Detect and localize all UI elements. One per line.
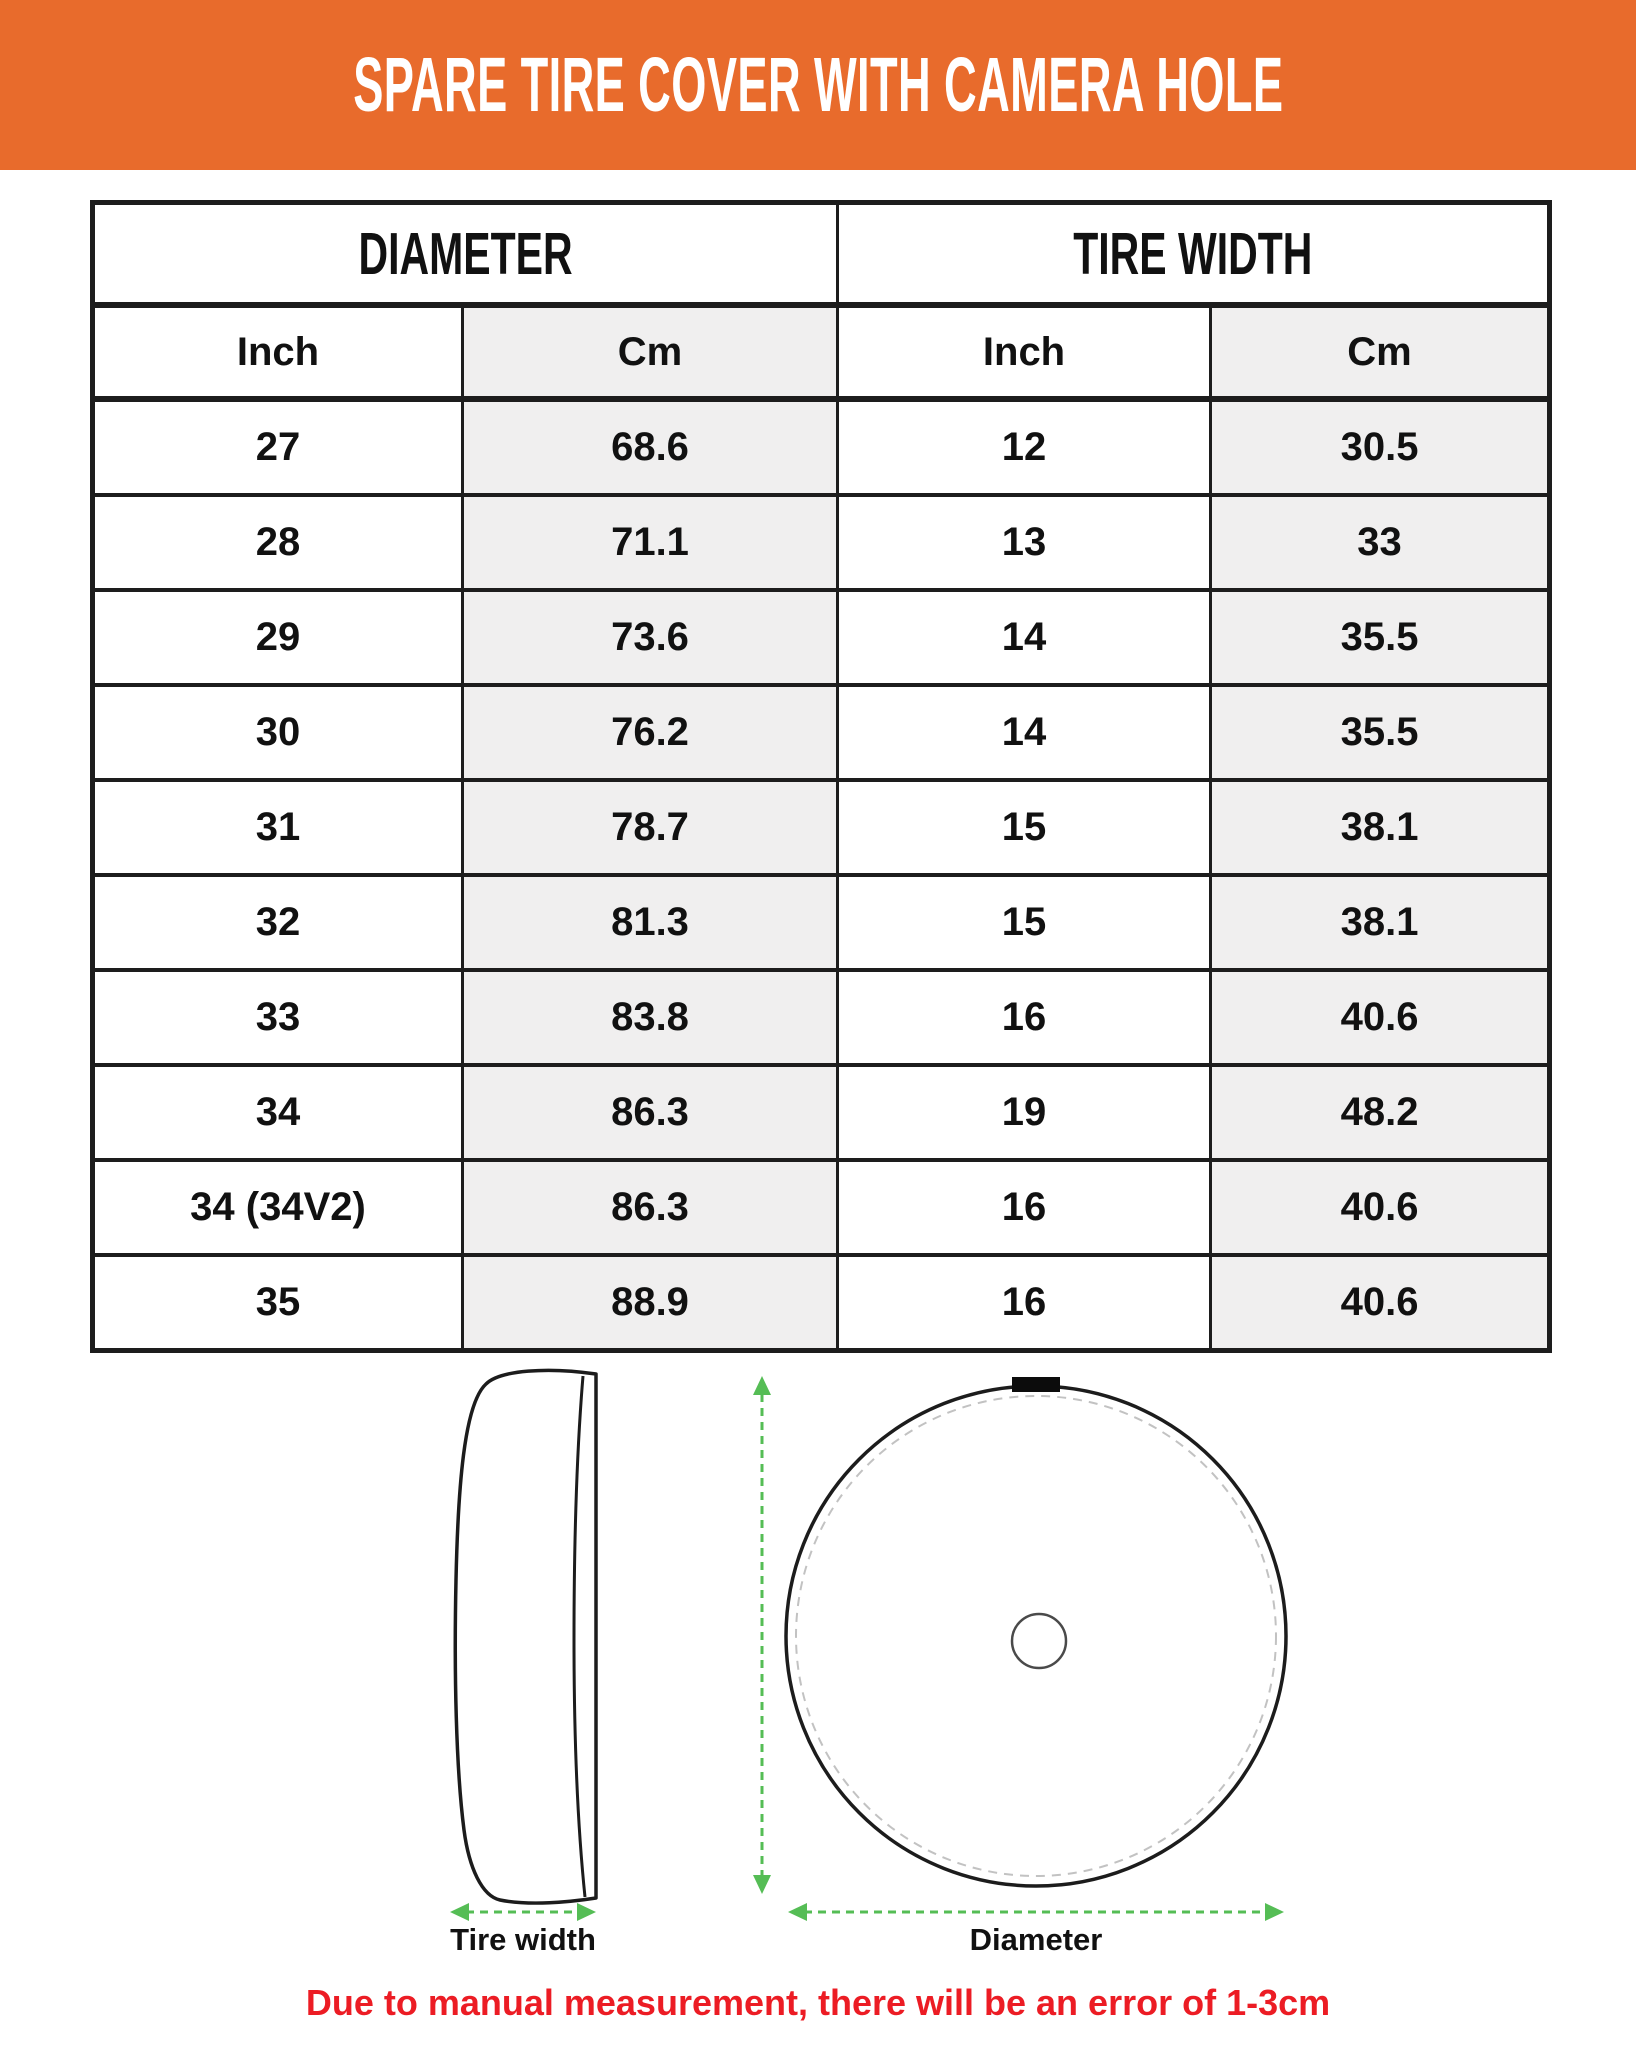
cell-diameter-inch: 27 <box>93 399 463 495</box>
col-header-diameter-cm: Cm <box>463 305 838 399</box>
table-row <box>93 590 1550 685</box>
group-header-tire-width-label: TIRE WIDTH <box>1073 220 1313 287</box>
cell-width-cm: 38.1 <box>1211 780 1550 875</box>
cell-diameter-inch: 28 <box>93 495 463 590</box>
cell-diameter-cm: 68.6 <box>463 399 838 495</box>
cell-diameter-inch: 34 <box>93 1065 463 1160</box>
table-row <box>93 875 1550 970</box>
table-row <box>93 495 1550 590</box>
table-row <box>93 780 1550 875</box>
cell-width-cm: 48.2 <box>1211 1065 1550 1160</box>
size-chart-table <box>90 200 1552 1353</box>
cell-diameter-cm: 88.9 <box>463 1255 838 1351</box>
cell-diameter-inch: 35 <box>93 1255 463 1351</box>
table-row <box>93 970 1550 1065</box>
header-banner <box>0 0 1636 170</box>
cell-width-cm: 38.1 <box>1211 875 1550 970</box>
arrow-head-left-icon <box>450 1903 469 1921</box>
group-header-tire-width <box>838 203 1550 306</box>
col-header-width-inch: Inch <box>838 305 1211 399</box>
cell-diameter-inch: 32 <box>93 875 463 970</box>
strap-tab <box>1012 1377 1060 1392</box>
cell-width-cm: 35.5 <box>1211 590 1550 685</box>
diameter-label: Diameter <box>969 1922 1103 1957</box>
cell-width-inch: 14 <box>838 590 1211 685</box>
cell-diameter-cm: 81.3 <box>463 875 838 970</box>
table-row <box>93 399 1550 495</box>
cell-diameter-cm: 86.3 <box>463 1065 838 1160</box>
cell-width-cm: 40.6 <box>1211 1255 1550 1351</box>
cell-diameter-cm: 86.3 <box>463 1160 838 1255</box>
cell-width-cm: 40.6 <box>1211 970 1550 1065</box>
arrow-head-right-icon <box>1265 1903 1284 1921</box>
arrow-head-down-icon <box>753 1875 771 1894</box>
arrow-head-left-icon <box>788 1903 807 1921</box>
page-title: SPARE TIRE COVER WITH CAMERA HOLE <box>352 42 1284 128</box>
cell-width-cm: 40.6 <box>1211 1160 1550 1255</box>
group-header-row <box>93 203 1550 306</box>
cell-width-inch: 16 <box>838 970 1211 1065</box>
cell-diameter-inch: 30 <box>93 685 463 780</box>
table-row <box>93 1160 1550 1255</box>
measurement-error-note: Due to manual measurement, there will be an error of 1-3cm <box>305 1982 1331 2023</box>
cell-diameter-cm: 71.1 <box>463 495 838 590</box>
col-header-diameter-inch: Inch <box>93 305 463 399</box>
cell-width-inch: 19 <box>838 1065 1211 1160</box>
table-row <box>93 1065 1550 1160</box>
cell-diameter-inch: 31 <box>93 780 463 875</box>
col-header-width-cm: Cm <box>1211 305 1550 399</box>
cell-width-cm: 30.5 <box>1211 399 1550 495</box>
tire-width-label: Tire width <box>450 1922 596 1957</box>
arrow-head-up-icon <box>753 1376 771 1395</box>
arrow-head-right-icon <box>577 1903 596 1921</box>
cell-width-inch: 14 <box>838 685 1211 780</box>
cell-width-inch: 13 <box>838 495 1211 590</box>
cell-width-cm: 35.5 <box>1211 685 1550 780</box>
table-row <box>93 685 1550 780</box>
cell-diameter-inch: 33 <box>93 970 463 1065</box>
group-header-diameter <box>93 203 838 306</box>
cell-diameter-inch: 29 <box>93 590 463 685</box>
cell-diameter-cm: 83.8 <box>463 970 838 1065</box>
cell-width-cm: 33 <box>1211 495 1550 590</box>
cell-diameter-cm: 73.6 <box>463 590 838 685</box>
cell-width-inch: 16 <box>838 1160 1211 1255</box>
cell-diameter-cm: 78.7 <box>463 780 838 875</box>
group-header-diameter-label: DIAMETER <box>358 220 573 287</box>
cell-width-inch: 12 <box>838 399 1211 495</box>
measurement-diagram <box>0 1330 1636 2048</box>
cell-diameter-cm: 76.2 <box>463 685 838 780</box>
cell-diameter-inch: 34 (34V2) <box>93 1160 463 1255</box>
cell-width-inch: 15 <box>838 875 1211 970</box>
camera-hole-icon <box>1012 1614 1066 1668</box>
cell-width-inch: 16 <box>838 1255 1211 1351</box>
column-header-row <box>93 305 1550 399</box>
cell-width-inch: 15 <box>838 780 1211 875</box>
